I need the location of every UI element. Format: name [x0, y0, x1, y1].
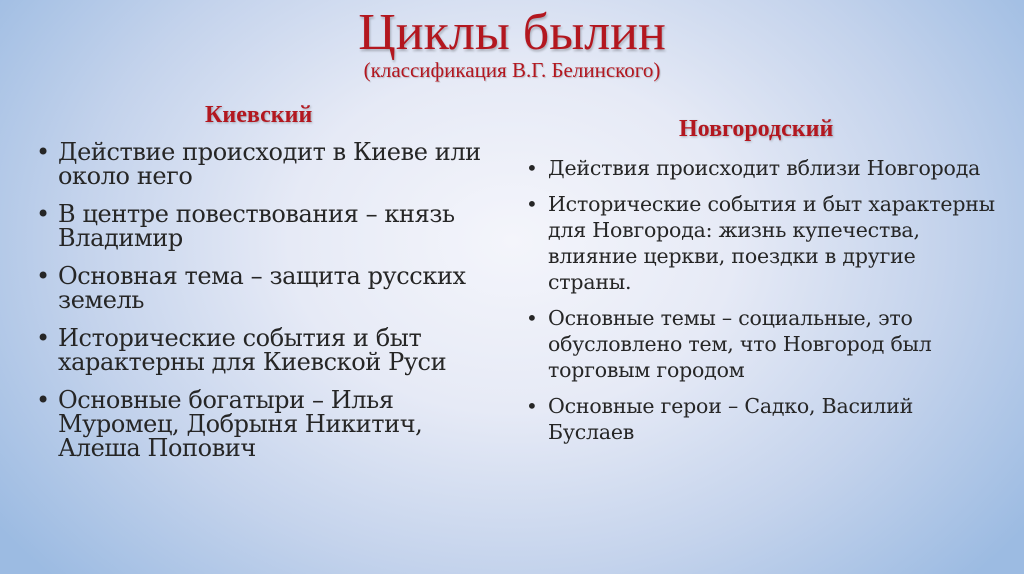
bullet-icon: •	[526, 156, 538, 180]
list-item	[36, 202, 506, 250]
list-item-text: Действия происходит вблизи Новгорода	[548, 156, 981, 180]
list-item-text: Исторические события и быт характерны для Новгорода: жизнь купечества, влияние церкви, поездки в другие страны.	[548, 192, 995, 294]
novgorod-heading: Новгородский	[679, 116, 834, 142]
list-item-text: Исторические события и быт характерны для Киевской Руси	[58, 324, 447, 376]
list-item	[36, 388, 506, 460]
kiev-list	[36, 140, 506, 474]
list-item-text: Основные темы – социальные, это обусловлено тем, что Новгород был торговым городом	[548, 306, 932, 382]
list-item	[526, 155, 996, 181]
slide-title: Циклы былин	[358, 4, 666, 61]
list-item-text: Основные богатыри – Илья Муромец, Добрыня Никитич, Алеша Попович	[58, 386, 423, 462]
list-item	[526, 191, 996, 295]
list-item-text: Действие происходит в Киеве или около него	[58, 138, 481, 190]
bullet-icon: •	[36, 324, 50, 352]
bullet-icon: •	[36, 138, 50, 166]
list-item-text: Основная тема – защита русских земель	[58, 262, 466, 314]
bullet-icon: •	[526, 306, 538, 330]
kiev-heading: Киевский	[205, 102, 313, 128]
list-item-text: В центре повествования – князь Владимир	[58, 200, 455, 252]
bullet-icon: •	[36, 262, 50, 290]
novgorod-list	[526, 155, 996, 455]
list-item	[36, 140, 506, 188]
list-item	[526, 393, 996, 445]
bullet-icon: •	[526, 192, 538, 216]
slide-subtitle: (классификация В.Г. Белинского)	[363, 58, 661, 82]
list-item-text: Основные герои – Садко, Василий Буслаев	[548, 394, 914, 444]
bullet-icon: •	[526, 394, 538, 418]
bullet-icon: •	[36, 386, 50, 414]
list-item	[526, 305, 996, 383]
list-item	[36, 264, 506, 312]
list-item	[36, 326, 506, 374]
bullet-icon: •	[36, 200, 50, 228]
